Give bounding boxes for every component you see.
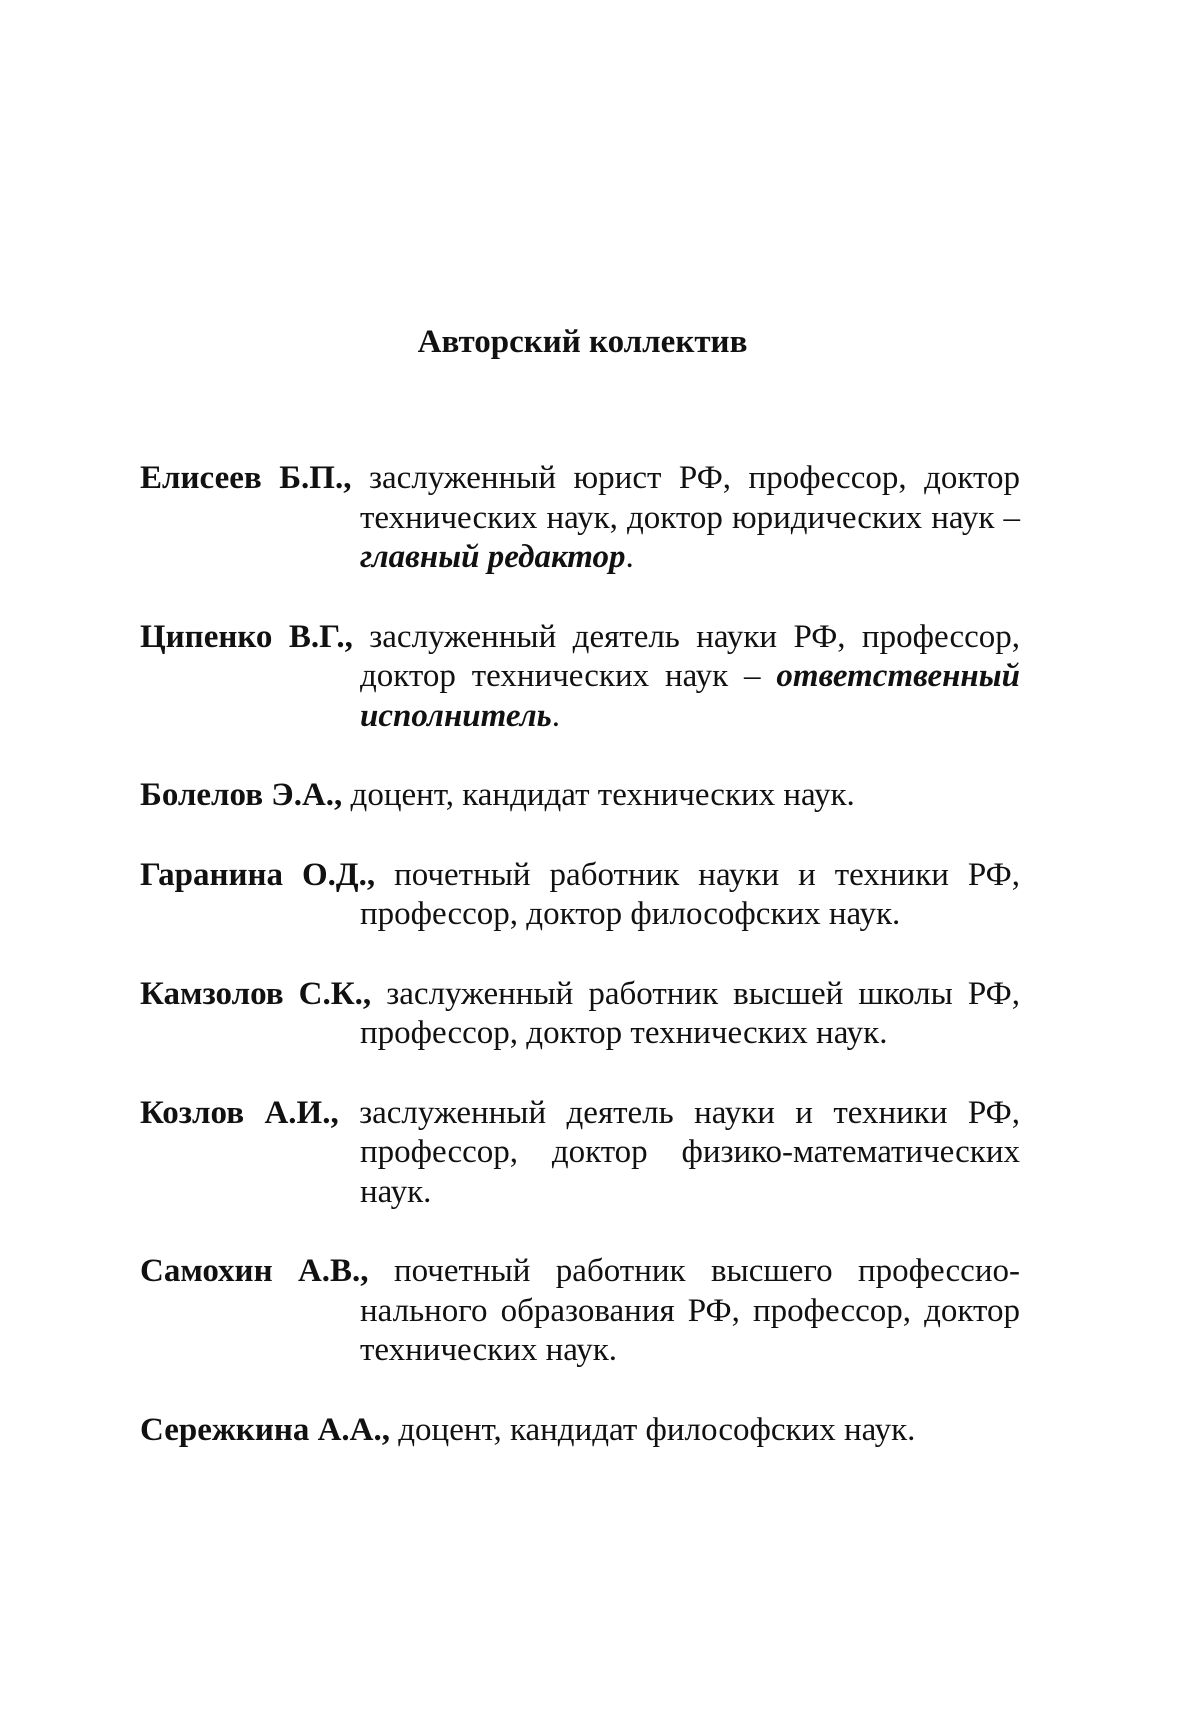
author-entry [140, 776, 1020, 816]
author-entry [140, 1094, 1020, 1213]
author-name: Гаранина О.Д., [140, 856, 376, 893]
author-entry [140, 975, 1020, 1054]
author-name: Козлов А.И., [140, 1094, 339, 1131]
author-name: Камзолов С.К., [140, 975, 372, 1012]
entry-end: . [551, 697, 560, 734]
author-role: главный редактор [360, 539, 626, 575]
author-description: доцент, кандидат технических наук. [342, 777, 855, 813]
author-entry [140, 459, 1020, 578]
entry-end: . [625, 539, 634, 575]
author-description: заслуженный деятель науки РФ, профессор, доктор технических наук – [352, 618, 1020, 694]
author-description: почетный работник науки и техники РФ, профессор, доктор философских наук. [360, 856, 1020, 932]
author-name: Болелов Э.А., [140, 777, 343, 813]
author-entry [140, 856, 1020, 935]
page-title: Авторский коллектив [417, 324, 748, 360]
author-description: заслуженный работник высшей школы РФ, профессор, доктор технических наук. [360, 975, 1020, 1051]
author-name: Самохин А.В., [140, 1253, 369, 1289]
author-entry [140, 1252, 1020, 1371]
author-description: заслуженный деятель науки и техники РФ, профессор, доктор физико-математических наук. [338, 1094, 1020, 1210]
author-description: доцент, кандидат философских наук. [390, 1411, 916, 1448]
author-list [140, 459, 1020, 1490]
author-name: Ципенко В.Г., [140, 618, 353, 655]
author-description: заслуженный юрист РФ, профессор, доктор технических наук, доктор юридических наук – [351, 460, 1020, 536]
author-role: ответственный исполнитель [360, 658, 1020, 734]
author-name: Елисеев Б.П., [140, 460, 352, 496]
author-description: почетный работник высшего профессионального образования РФ, профессор, доктор технических наук. [360, 1253, 1020, 1368]
author-name: Сережкина А.А., [140, 1411, 391, 1448]
author-entry [140, 618, 1020, 737]
author-entry [140, 1411, 1020, 1451]
